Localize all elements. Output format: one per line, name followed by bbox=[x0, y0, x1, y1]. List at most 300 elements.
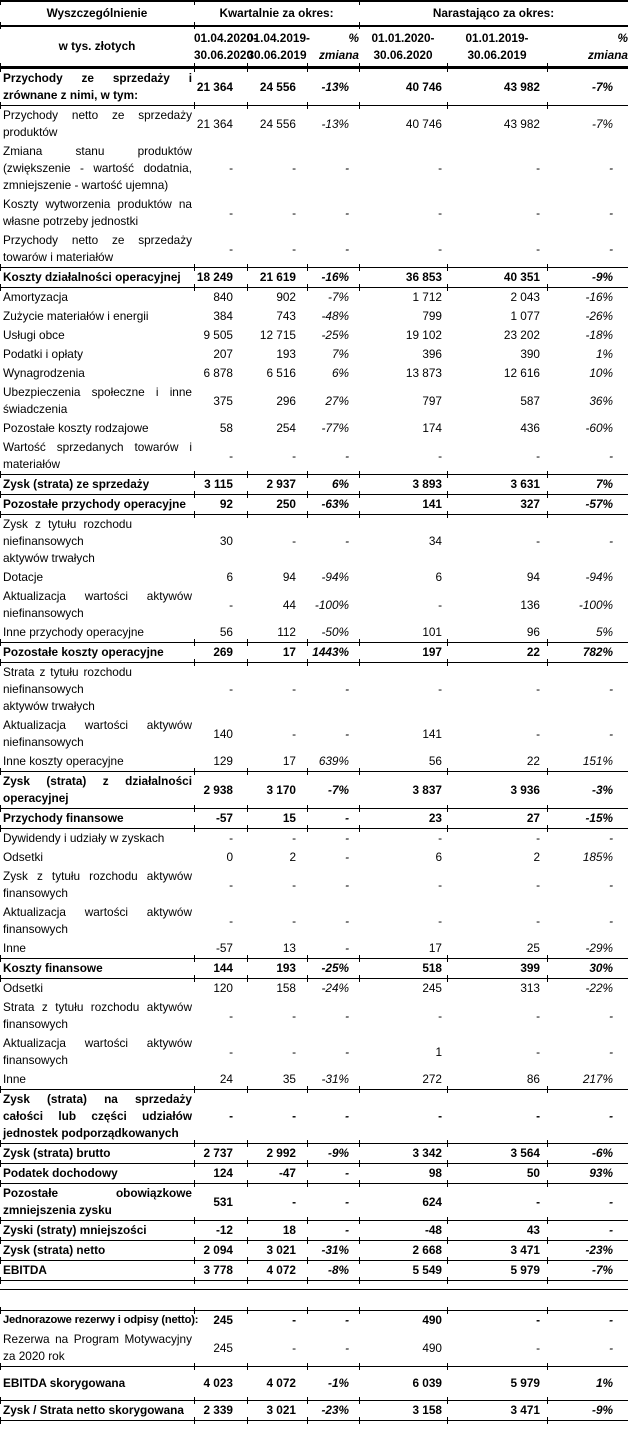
cell-quarter-2020: 2 938 bbox=[194, 772, 247, 809]
cell-quarter-2020: - bbox=[229, 205, 233, 220]
cell-cumulative-change: - bbox=[547, 1221, 628, 1241]
cell-cumulative-2019: 390 bbox=[520, 347, 540, 361]
cell-cumulative-2020: - bbox=[438, 448, 442, 463]
cell-quarter-change: - bbox=[345, 726, 349, 741]
cell-quarter-2020: 24 bbox=[219, 1072, 233, 1086]
border-tick bbox=[359, 805, 360, 812]
cell-quarter-change: -31% bbox=[321, 1072, 349, 1086]
border-tick bbox=[447, 659, 448, 666]
border-tick bbox=[307, 975, 308, 982]
cell-quarter-2020: 21 364 bbox=[194, 68, 247, 106]
border-tick bbox=[194, 102, 195, 109]
table-row bbox=[0, 288, 628, 308]
cell-cumulative-2019: 3 471 bbox=[447, 1401, 547, 1421]
cell-quarter-2020: 2 339 bbox=[194, 1401, 247, 1421]
cell-cumulative-change: - bbox=[609, 913, 613, 928]
cell-quarter-change: -48% bbox=[321, 309, 349, 323]
cell-quarter-2019: 743 bbox=[276, 309, 296, 323]
row-label: Przychody netto ze sprzedaży produktów bbox=[3, 108, 192, 139]
cell-cumulative-2020: 101 bbox=[422, 625, 442, 639]
cell-cumulative-2019: - bbox=[447, 1330, 547, 1367]
cell-quarter-2020: 375 bbox=[213, 393, 233, 408]
row-label: Zysk (strata) z działalności operacyjnej bbox=[0, 772, 194, 809]
cell-cumulative-2020: 141 bbox=[359, 495, 447, 515]
cell-cumulative-2020: 6 bbox=[435, 570, 442, 584]
cell-cumulative-2019: - bbox=[536, 241, 540, 256]
cell-cumulative-change: -9% bbox=[547, 268, 628, 288]
table-row bbox=[0, 829, 628, 849]
cell-quarter-change: 6% bbox=[331, 366, 349, 380]
border-tick bbox=[359, 284, 360, 291]
cell-cumulative-change: -100% bbox=[578, 597, 613, 612]
border-tick bbox=[447, 511, 448, 518]
border-tick bbox=[307, 659, 308, 666]
cell-quarter-change: -31% bbox=[307, 1241, 359, 1261]
cell-quarter-change: - bbox=[345, 205, 349, 220]
cell-quarter-2019: 112 bbox=[277, 625, 296, 639]
cell-cumulative-2020: 36 853 bbox=[359, 268, 447, 288]
cell-cumulative-2019: 327 bbox=[447, 495, 547, 515]
border-tick bbox=[447, 975, 448, 982]
border-tick bbox=[547, 1417, 548, 1424]
cell-cumulative-2019: 25 bbox=[526, 941, 540, 955]
cell-quarter-2020: 2 094 bbox=[194, 1241, 247, 1261]
row-label: Zysk (strata) brutto bbox=[0, 1144, 194, 1164]
border-tick bbox=[247, 102, 248, 109]
cell-cumulative-2020: 98 bbox=[359, 1164, 447, 1184]
cell-quarter-change: - bbox=[345, 241, 349, 256]
border-tick bbox=[0, 805, 1, 812]
cell-cumulative-change: -23% bbox=[547, 1241, 628, 1261]
border-tick bbox=[359, 102, 360, 109]
border-tick bbox=[447, 65, 448, 72]
cell-quarter-change: -77% bbox=[321, 421, 349, 435]
row-label: Pozostałe koszty rodzajowe bbox=[3, 421, 149, 435]
cell-cumulative-2019: 43 982 bbox=[447, 68, 547, 106]
cell-quarter-2019: 18 bbox=[247, 1221, 307, 1241]
border-tick bbox=[359, 264, 360, 271]
cell-quarter-change: -13% bbox=[307, 68, 359, 106]
border-tick bbox=[547, 659, 548, 666]
cell-cumulative-2019: 313 bbox=[520, 981, 540, 995]
border-tick bbox=[547, 955, 548, 962]
period-y-2020 bbox=[359, 26, 447, 68]
cell-quarter-change: - bbox=[307, 1090, 359, 1144]
border-tick bbox=[359, 511, 360, 518]
cell-cumulative-change: 151% bbox=[582, 754, 613, 768]
table-row bbox=[0, 268, 628, 288]
cell-cumulative-2020: 13 873 bbox=[405, 366, 442, 380]
cell-quarter-change: -94% bbox=[321, 570, 349, 584]
cell-cumulative-change: - bbox=[609, 1008, 613, 1023]
border-tick bbox=[359, 491, 360, 498]
cell-cumulative-2020: - bbox=[438, 913, 442, 928]
cell-cumulative-2020: 799 bbox=[422, 309, 442, 323]
cell-quarter-change: 1443% bbox=[307, 643, 359, 663]
cell-quarter-2020: 140 bbox=[213, 726, 233, 741]
cell-quarter-2020: 840 bbox=[213, 290, 233, 304]
row-label: Zysk (strata) ze sprzedaży bbox=[0, 475, 194, 495]
cell-quarter-change: -13% bbox=[321, 116, 349, 131]
cell-quarter-2020: 245 bbox=[194, 1311, 247, 1331]
border-tick bbox=[547, 1237, 548, 1244]
cell-cumulative-2019: 136 bbox=[520, 597, 540, 612]
header-group-row bbox=[0, 1, 628, 26]
cell-quarter-2020: 92 bbox=[194, 495, 247, 515]
cell-quarter-2019: - bbox=[292, 831, 296, 845]
cell-quarter-2020: - bbox=[229, 682, 233, 696]
border-tick bbox=[0, 1363, 1, 1370]
cell-cumulative-change: 185% bbox=[582, 850, 613, 864]
cell-cumulative-2020: 490 bbox=[359, 1330, 447, 1367]
border-tick bbox=[0, 1086, 1, 1093]
cell-cumulative-2019: 1 077 bbox=[510, 309, 540, 323]
cell-cumulative-2019: 22 bbox=[526, 754, 540, 768]
cell-quarter-2020: 18 249 bbox=[194, 268, 247, 288]
cell-cumulative-change: -7% bbox=[592, 116, 613, 131]
border-tick bbox=[307, 1277, 308, 1284]
cell-cumulative-2020: 56 bbox=[428, 754, 442, 768]
cell-quarter-2020: 207 bbox=[213, 347, 233, 361]
cell-quarter-2020: 9 505 bbox=[203, 328, 233, 342]
cell-cumulative-change: - bbox=[609, 831, 613, 845]
cell-quarter-change: -16% bbox=[307, 268, 359, 288]
border-tick bbox=[547, 471, 548, 478]
border-tick bbox=[359, 1257, 360, 1264]
cell-cumulative-2020: 34 bbox=[428, 534, 442, 548]
cell-cumulative-2019: - bbox=[536, 682, 540, 696]
border-tick bbox=[547, 284, 548, 291]
table-row bbox=[0, 939, 628, 959]
border-tick bbox=[0, 284, 1, 291]
row-label: Amortyzacja bbox=[3, 290, 68, 304]
cell-cumulative-2019: 43 982 bbox=[503, 116, 540, 131]
cell-cumulative-2019: - bbox=[447, 1311, 547, 1331]
border-tick bbox=[547, 1086, 548, 1093]
border-tick bbox=[194, 805, 195, 812]
cell-quarter-2019: - bbox=[292, 1008, 296, 1023]
border-tick bbox=[447, 284, 448, 291]
cell-quarter-2019: 2 992 bbox=[247, 1144, 307, 1164]
table-row bbox=[0, 231, 628, 268]
border-tick bbox=[0, 825, 1, 832]
border-tick bbox=[247, 1086, 248, 1093]
cell-quarter-2019: 15 bbox=[247, 809, 307, 829]
border-tick bbox=[247, 1363, 248, 1370]
cell-cumulative-change: - bbox=[609, 877, 613, 892]
border-tick bbox=[359, 1180, 360, 1187]
border-tick bbox=[547, 768, 548, 775]
border-tick bbox=[359, 22, 360, 29]
cell-cumulative-2019: 94 bbox=[526, 570, 540, 584]
border-tick bbox=[447, 1277, 448, 1284]
table-row bbox=[0, 345, 628, 364]
cell-cumulative-change: -22% bbox=[585, 981, 613, 995]
border-tick bbox=[194, 1086, 195, 1093]
border-tick bbox=[0, 1397, 1, 1404]
cell-cumulative-2019: 399 bbox=[447, 959, 547, 979]
border-tick bbox=[247, 1217, 248, 1224]
cell-cumulative-change: -94% bbox=[585, 570, 613, 584]
border-tick bbox=[0, 1257, 1, 1264]
cell-quarter-2020: 6 878 bbox=[203, 366, 233, 380]
cell-quarter-2020: 144 bbox=[194, 959, 247, 979]
border-tick bbox=[307, 1086, 308, 1093]
border-tick bbox=[194, 1140, 195, 1147]
border-tick bbox=[0, 1217, 1, 1224]
cell-cumulative-2019: - bbox=[536, 913, 540, 928]
row-label: Inne bbox=[3, 941, 26, 955]
cell-quarter-2019: 35 bbox=[282, 1072, 296, 1086]
border-tick bbox=[194, 955, 195, 962]
cell-quarter-2019: - bbox=[292, 726, 296, 741]
cell-quarter-2019: 2 937 bbox=[247, 475, 307, 495]
cell-cumulative-2020: 245 bbox=[422, 981, 442, 995]
border-tick bbox=[247, 284, 248, 291]
period-from: 01.01.2020- bbox=[371, 30, 435, 45]
cell-quarter-2019: 193 bbox=[247, 959, 307, 979]
border-tick bbox=[0, 1140, 1, 1147]
table-row bbox=[0, 307, 628, 326]
table-row bbox=[0, 663, 628, 717]
border-tick bbox=[547, 65, 548, 72]
border-tick bbox=[447, 1257, 448, 1264]
row-label: Podatki i opłaty bbox=[3, 347, 84, 361]
border-tick bbox=[247, 768, 248, 775]
cell-cumulative-2019: 50 bbox=[447, 1164, 547, 1184]
border-tick bbox=[447, 1180, 448, 1187]
cell-quarter-2020: - bbox=[229, 913, 233, 928]
border-tick bbox=[447, 102, 448, 109]
cell-quarter-2019: - bbox=[247, 1311, 307, 1331]
border-tick bbox=[247, 975, 248, 982]
row-label: Koszty finansowe bbox=[0, 959, 194, 979]
border-tick bbox=[307, 825, 308, 832]
cell-cumulative-2019: - bbox=[536, 877, 540, 892]
border-tick bbox=[447, 1307, 448, 1314]
border-tick bbox=[359, 1086, 360, 1093]
cell-quarter-change: - bbox=[307, 1221, 359, 1241]
border-tick bbox=[194, 65, 195, 72]
cell-quarter-2020: 269 bbox=[194, 643, 247, 663]
border-tick bbox=[194, 511, 195, 518]
table-row bbox=[0, 1311, 628, 1331]
cell-quarter-2020: 129 bbox=[213, 754, 233, 768]
border-tick bbox=[194, 1217, 195, 1224]
cell-quarter-change: - bbox=[345, 913, 349, 928]
cell-quarter-2020: -57 bbox=[215, 941, 233, 955]
border-tick bbox=[307, 1217, 308, 1224]
cell-quarter-2020: 4 023 bbox=[194, 1367, 247, 1401]
cell-cumulative-change: - bbox=[609, 1044, 613, 1059]
table-body bbox=[0, 68, 628, 1421]
border-tick bbox=[0, 1237, 1, 1244]
cell-cumulative-2020: 3 342 bbox=[359, 1144, 447, 1164]
table-row bbox=[0, 475, 628, 495]
row-label: Aktualizacja wartości aktywów niefinansowych bbox=[3, 718, 192, 749]
border-tick bbox=[359, 955, 360, 962]
row-label: Dotacje bbox=[3, 570, 43, 584]
cell-cumulative-change: - bbox=[609, 448, 613, 463]
border-tick bbox=[547, 1217, 548, 1224]
border-tick bbox=[194, 0, 195, 5]
cell-quarter-change: -24% bbox=[321, 981, 349, 995]
cell-quarter-2019: - bbox=[292, 1044, 296, 1059]
row-label: Inne bbox=[3, 1072, 26, 1086]
cell-cumulative-2020: 40 746 bbox=[359, 68, 447, 106]
border-tick bbox=[194, 975, 195, 982]
cell-quarter-change: - bbox=[345, 534, 349, 548]
border-tick bbox=[194, 659, 195, 666]
border-tick bbox=[307, 65, 308, 72]
table-row bbox=[0, 903, 628, 939]
cell-cumulative-2020: 6 bbox=[435, 850, 442, 864]
cell-quarter-2020: 56 bbox=[219, 625, 233, 639]
cell-cumulative-change: 7% bbox=[547, 475, 628, 495]
pct-change-quarterly-header bbox=[307, 26, 359, 68]
cell-quarter-change: -23% bbox=[307, 1401, 359, 1421]
cell-quarter-change: - bbox=[345, 1044, 349, 1059]
cell-cumulative-2019: - bbox=[536, 831, 540, 845]
spacer-row bbox=[0, 1281, 628, 1290]
row-label: Ubezpieczenia społeczne i inne świadczenia bbox=[3, 385, 192, 416]
cell-quarter-2020: -57 bbox=[194, 809, 247, 829]
cell-cumulative-change: -15% bbox=[547, 809, 628, 829]
border-tick bbox=[307, 1180, 308, 1187]
cell-cumulative-change: - bbox=[609, 205, 613, 220]
border-tick bbox=[247, 1237, 248, 1244]
cell-quarter-change: -9% bbox=[307, 1144, 359, 1164]
border-tick bbox=[307, 639, 308, 646]
border-tick bbox=[0, 511, 1, 518]
border-tick bbox=[194, 1257, 195, 1264]
border-tick bbox=[247, 639, 248, 646]
border-tick bbox=[0, 659, 1, 666]
row-label: Koszty działalności operacyjnej bbox=[0, 268, 194, 288]
cell-cumulative-2019: - bbox=[536, 726, 540, 741]
border-tick bbox=[547, 1363, 548, 1370]
border-tick bbox=[359, 639, 360, 646]
cell-quarter-change: - bbox=[345, 1008, 349, 1023]
border-tick bbox=[307, 1160, 308, 1167]
table-header bbox=[0, 1, 628, 68]
cell-cumulative-change: -57% bbox=[547, 495, 628, 515]
border-tick bbox=[247, 805, 248, 812]
row-label: EBITDA skorygowana bbox=[0, 1367, 194, 1401]
border-tick bbox=[0, 65, 1, 72]
cell-cumulative-2020: - bbox=[438, 877, 442, 892]
cell-quarter-2019: 24 556 bbox=[247, 68, 307, 106]
row-label: Zyski (straty) mniejszości bbox=[0, 1221, 194, 1241]
pct-symbol: % bbox=[617, 30, 628, 45]
border-tick bbox=[359, 1417, 360, 1424]
border-tick bbox=[247, 511, 248, 518]
cell-quarter-2019: - bbox=[292, 241, 296, 256]
cell-cumulative-change: -16% bbox=[585, 290, 613, 304]
period-from: 01.04.2019- bbox=[247, 30, 310, 45]
cell-cumulative-2019: - bbox=[536, 534, 540, 548]
cell-cumulative-change: - bbox=[609, 534, 613, 548]
cell-quarter-2020: 531 bbox=[194, 1184, 247, 1221]
cell-quarter-2019: 3 021 bbox=[247, 1401, 307, 1421]
cell-quarter-2020: 58 bbox=[219, 421, 233, 435]
cell-cumulative-2019: 22 bbox=[447, 643, 547, 663]
border-tick bbox=[194, 1363, 195, 1370]
cell-cumulative-2020: 197 bbox=[359, 643, 447, 663]
table-row bbox=[0, 716, 628, 752]
table-row bbox=[0, 419, 628, 438]
border-tick bbox=[247, 955, 248, 962]
cell-cumulative-change: 10% bbox=[589, 366, 613, 380]
spacer-row bbox=[0, 1290, 628, 1311]
cell-cumulative-change: 30% bbox=[547, 959, 628, 979]
border-tick bbox=[359, 0, 360, 5]
border-tick bbox=[547, 1160, 548, 1167]
cell-cumulative-change: -60% bbox=[585, 421, 613, 435]
cell-cumulative-change: 93% bbox=[547, 1164, 628, 1184]
border-tick bbox=[194, 825, 195, 832]
cell-cumulative-2020: 272 bbox=[422, 1072, 442, 1086]
row-label: Odsetki bbox=[3, 850, 43, 864]
row-label: EBITDA bbox=[0, 1261, 194, 1281]
cell-quarter-change: -7% bbox=[307, 772, 359, 809]
cell-quarter-2019: 17 bbox=[282, 754, 296, 768]
cell-quarter-2020: 245 bbox=[194, 1330, 247, 1367]
cell-quarter-2019: 3 021 bbox=[247, 1241, 307, 1261]
cell-cumulative-change: 36% bbox=[589, 393, 613, 408]
border-tick bbox=[307, 511, 308, 518]
cell-quarter-2019: - bbox=[292, 682, 296, 696]
period-from: 01.04.2020- bbox=[194, 30, 257, 45]
cell-cumulative-2020: 3 837 bbox=[359, 772, 447, 809]
cell-quarter-2019: -47 bbox=[247, 1164, 307, 1184]
cell-quarter-2020: 124 bbox=[194, 1164, 247, 1184]
row-label: Usługi obce bbox=[3, 328, 65, 342]
cell-cumulative-2020: 490 bbox=[359, 1311, 447, 1331]
cell-quarter-2020: - bbox=[229, 1044, 233, 1059]
border-tick bbox=[307, 1363, 308, 1370]
cell-cumulative-2020: - bbox=[438, 241, 442, 256]
border-tick bbox=[447, 1363, 448, 1370]
cell-cumulative-change: - bbox=[609, 682, 613, 696]
table-row bbox=[0, 142, 628, 195]
cell-quarter-2019: 44 bbox=[282, 597, 296, 612]
border-tick bbox=[547, 1140, 548, 1147]
cell-cumulative-2020: 797 bbox=[422, 393, 442, 408]
cell-cumulative-2020: 141 bbox=[422, 726, 442, 741]
border-tick bbox=[194, 1417, 195, 1424]
cell-quarter-2020: 3 115 bbox=[194, 475, 247, 495]
border-tick bbox=[247, 1140, 248, 1147]
cell-quarter-change: 27% bbox=[325, 393, 349, 408]
border-tick bbox=[247, 1307, 248, 1314]
cell-cumulative-2020: 396 bbox=[422, 347, 442, 361]
cell-quarter-2020: - bbox=[229, 597, 233, 612]
border-tick bbox=[0, 0, 1, 5]
cell-cumulative-2019: - bbox=[536, 448, 540, 463]
cell-cumulative-2019: 40 351 bbox=[447, 268, 547, 288]
table-row bbox=[0, 195, 628, 231]
cell-quarter-change: - bbox=[307, 1330, 359, 1367]
cell-quarter-change: -50% bbox=[321, 625, 349, 639]
border-tick bbox=[547, 102, 548, 109]
border-tick bbox=[0, 102, 1, 109]
table-row bbox=[0, 1221, 628, 1241]
border-tick bbox=[307, 955, 308, 962]
border-tick bbox=[194, 768, 195, 775]
row-label: Wartość sprzedanych towarów i materiałów bbox=[3, 440, 192, 471]
border-tick bbox=[247, 491, 248, 498]
